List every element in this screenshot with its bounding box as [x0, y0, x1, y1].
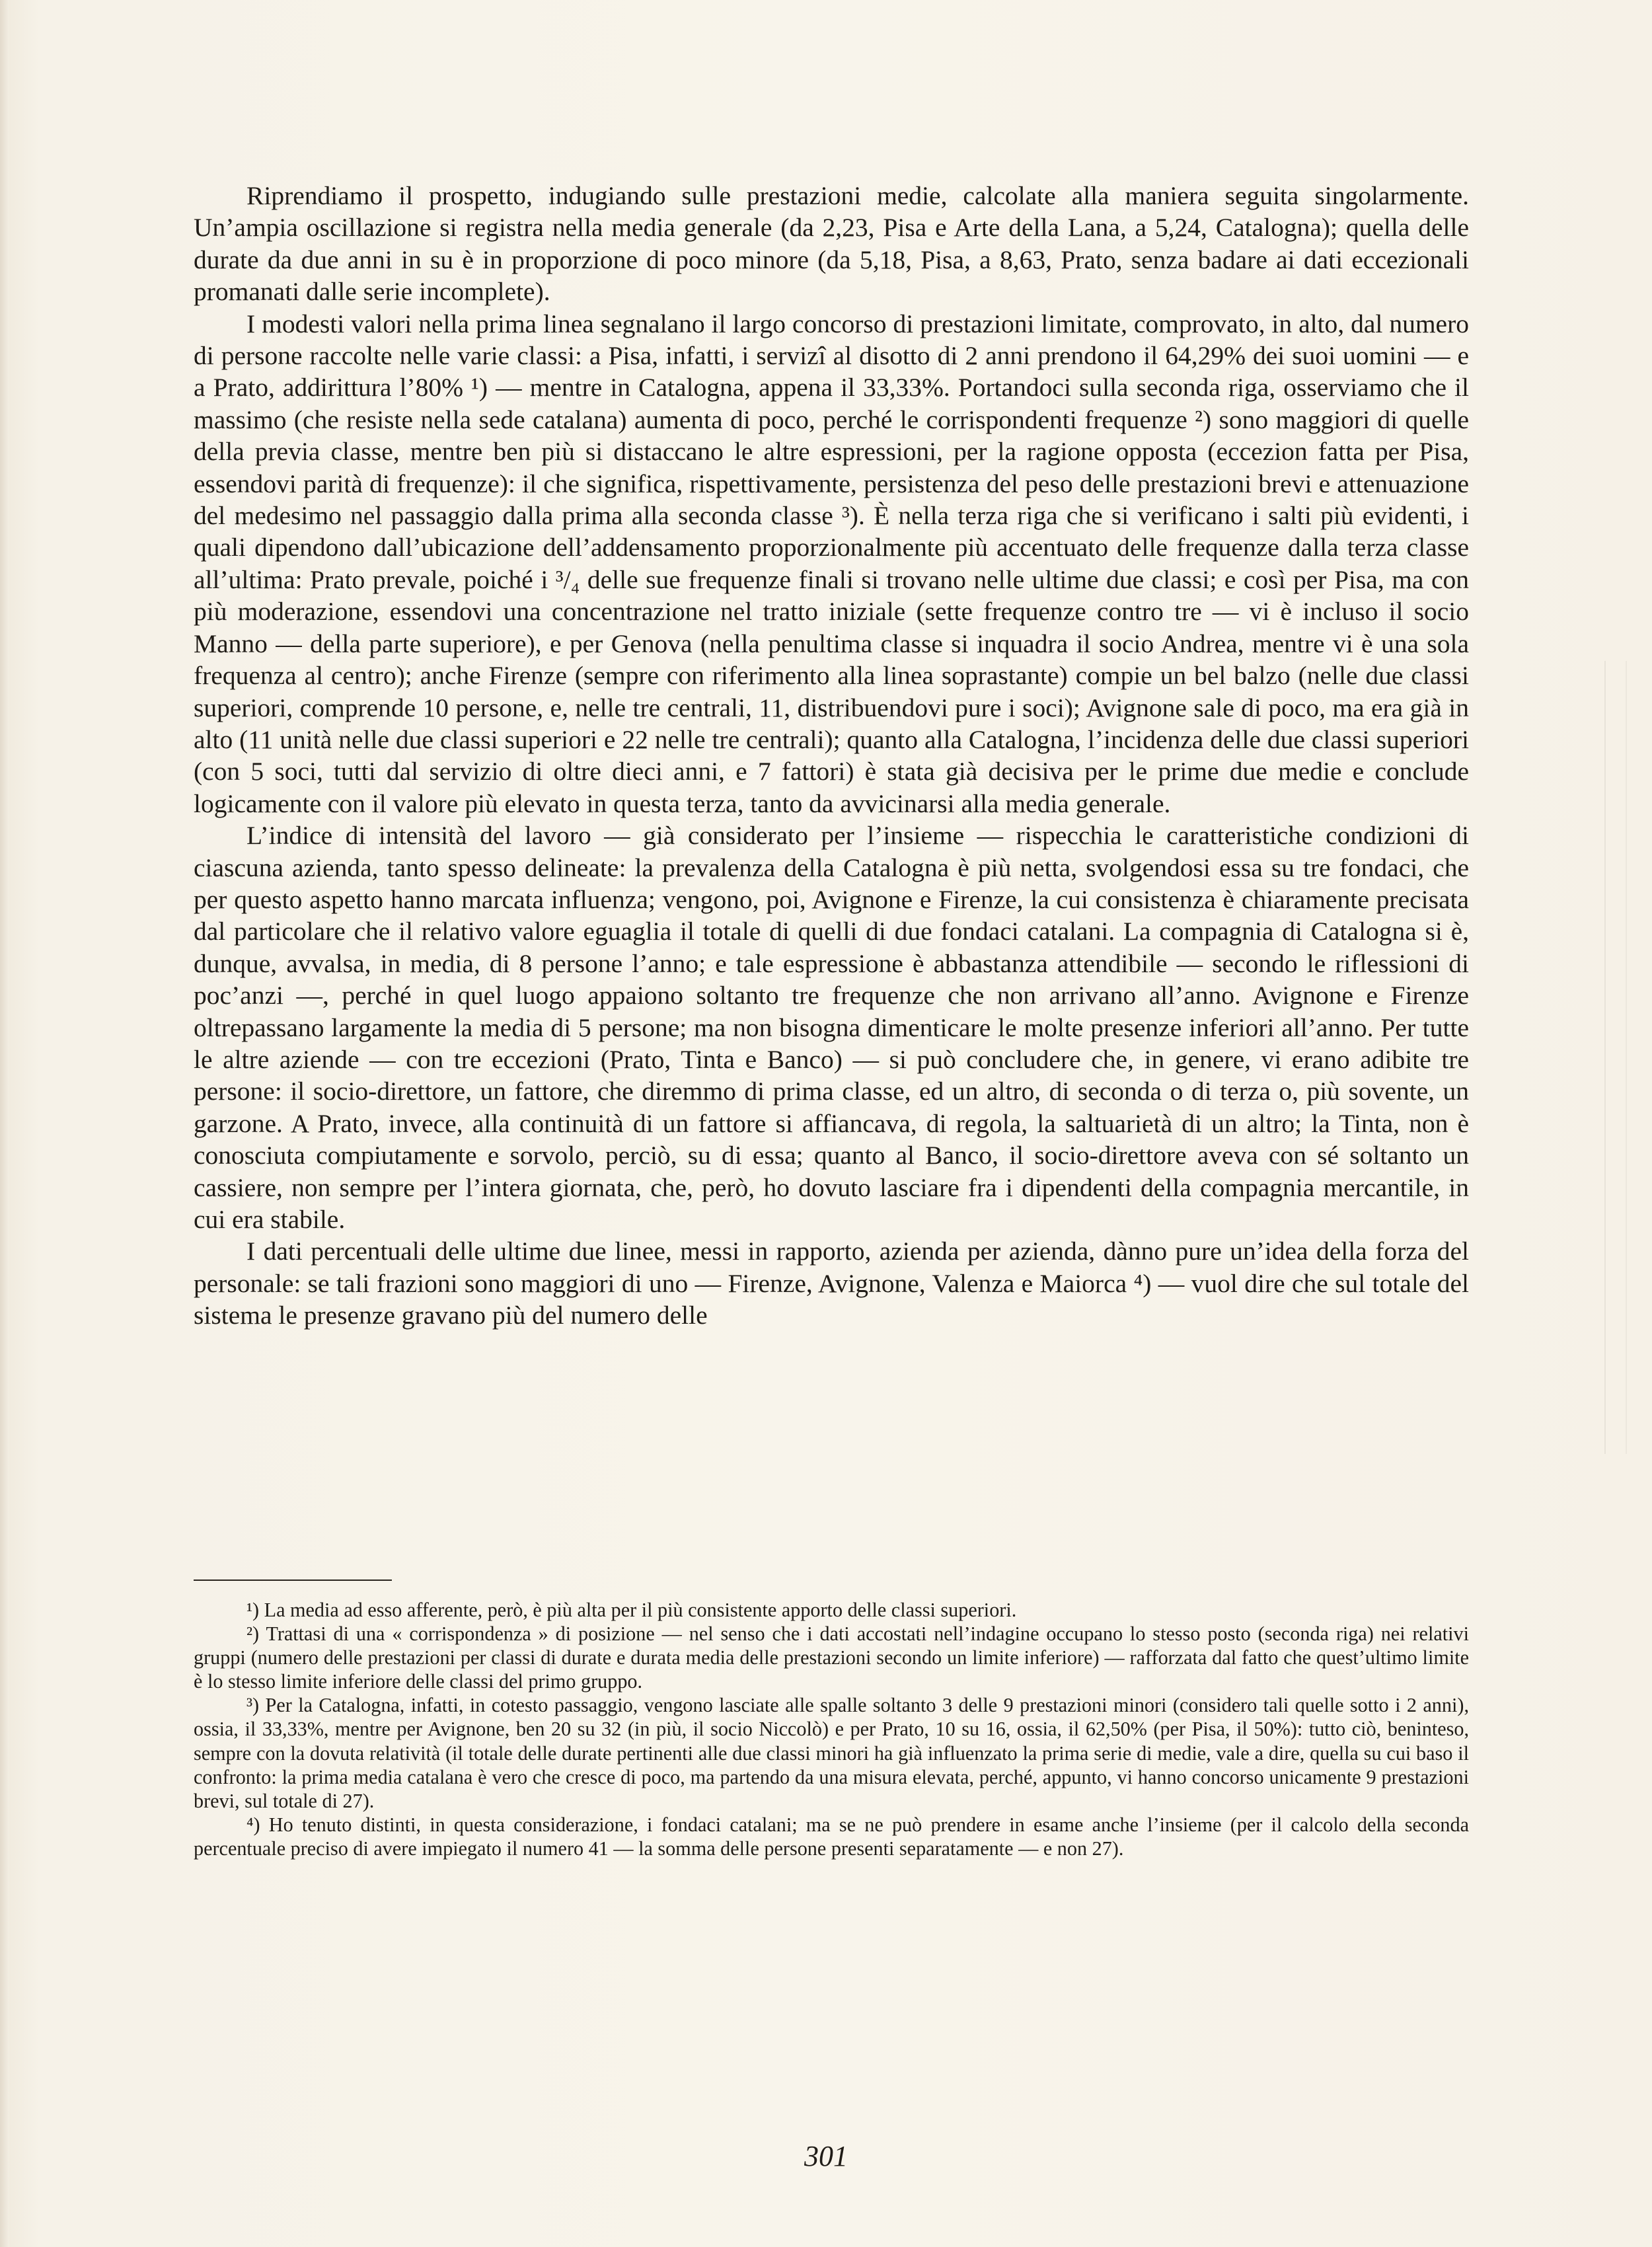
- footnotes: [194, 1598, 1469, 1860]
- main-text: [194, 180, 1469, 1332]
- paragraph: Riprendiamo il prospetto, indugiando sulle prestazioni medie, calcolate alla maniera seguita singolarmente. Un’ampia oscillazione si registra nella media generale (da 2,23, Pisa e Arte della Lana, a 5,24, Catalogna); quella delle durate da due anni in su è in proporzione di poco minore (da 5,18, Pisa, a 8,63, Prato, senza badare ai dati eccezionali promanati dalle serie incomplete).: [194, 181, 1469, 307]
- paragraph: I dati percentuali delle ultime due linee, messi in rapporto, azienda per azienda, dànno pure un’idea della forza del personale: se tali frazioni sono maggiori di uno — Firenze, Avignone, Valenza e Maiorca ⁴) — vuol dire che sul totale del sistema le presenze gravano più del numero delle: [194, 1237, 1469, 1330]
- page-fold-edge: [0, 0, 9, 2247]
- show-through-bleed: [1604, 661, 1627, 1454]
- footnote: ¹) La media ad esso afferente, però, è più alta per il più consistente apporto delle classi superiori.: [246, 1599, 1017, 1621]
- paragraph: L’indice di intensità del lavoro — già considerato per l’insieme — rispecchia le caratteristiche condizioni di ciascuna azienda, tanto spesso delineate: la prevalenza della Catalogna è più netta, svolgendosi essa su tre fondaci, che per questo aspetto hanno marcata influenza; vengono, poi, Avignone e Firenze, la cui consistenza è chiaramente precisata dal particolare che il relativo valore eguaglia il totale di quelli di due fondaci catalani. La compagnia di Catalogna si è, dunque, avvalsa, in media, di 8 persone l’anno; e tale espressione è abbastanza attendibile — secondo le riflessioni di poc’anzi —, perché in quel luogo appaiono soltanto tre frequenze che non arrivano all’anno. Avignone e Firenze oltrepassano largamente la media di 5 persone; ma non bisogna dimenticare le molte presenze inferiori all’anno. Per tutte le altre aziende — con tre eccezioni (Prato, Tinta e Banco) — si può concludere che, in genere, vi erano adibite tre persone: il socio-direttore, un fattore, che diremmo di prima classe, ed un altro, di seconda o di terza o, più sovente, un garzone. A Prato, invece, alla continuità di un fattore si affiancava, di regola, la saltuarietà di un altro; la Tinta, non è conosciuta compiutamente e sorvolo, perciò, su di essa; quanto al Banco, il socio-direttore aveva con sé soltanto un cassiere, non sempre per l’intera giornata, che, però, ho dovuto lasciare fra i dipendenti della compagnia mercantile, in cui era stabile.: [194, 821, 1469, 1234]
- footnote: ²) Trattasi di una « corrispondenza » di posizione — nel senso che i dati accostati nell’indagine occupano lo stesso posto (seconda riga) nei relativi gruppi (numero delle prestazioni per classi di durate e durata media delle prestazioni secondo un limite inferiore) — rafforzata dal fatto che quest’ultimo limite è lo stesso limite inferiore delle classi del primo gruppo.: [194, 1622, 1469, 1693]
- page-number: 301: [804, 2140, 848, 2172]
- footnote-separator: [194, 1580, 392, 1581]
- footnote: ³) Per la Catalogna, infatti, in cotesto passaggio, vengono lasciate alle spalle soltanto 3 delle 9 prestazioni minori (considero tali quelle sotto i 2 anni), ossia, il 33,33%, mentre per Avignone, ben 20 su 32 (in più, il socio Niccolò) e per Prato, 10 su 16, ossia, il 62,50% (per Pisa, il 50%): tutto ciò, beninteso, sempre con la dovuta relatività (il totale delle durate pertinenti alle due classi minori ha già influenzato la prima serie di medie, vale a dire, quella su cui baso il confronto: la prima media catalana è vero che cresce di poco, ma partendo da una misura elevata, perché, appunto, vi hanno concorso unicamente 9 prestazioni brevi, sul totale di 27).: [194, 1694, 1469, 1812]
- footnote: ⁴) Ho tenuto distinti, in questa considerazione, i fondaci catalani; ma se ne può prendere in esame anche l’insieme (per il calcolo della seconda percentuale preciso di avere impiegato il numero 41 — la somma delle persone presenti separatamente — e non 27).: [194, 1813, 1469, 1860]
- paragraph: I modesti valori nella prima linea segnalano il largo concorso di prestazioni limitate, comprovato, in alto, dal numero di persone raccolte nelle varie classi: a Pisa, infatti, i servizî al disotto di 2 anni prendono il 64,29% dei suoi uomini — e a Prato, addirittura l’80% ¹) — mentre in Catalogna, appena il 33,33%. Portandoci sulla seconda riga, osserviamo che il massimo (che resiste nella sede catalana) aumenta di poco, perché le corrispondenti frequenze ²) sono maggiori di quelle della previa classe, mentre ben più si distaccano le altre espressioni, per la ragione opposta (eccezion fatta per Pisa, essendovi parità di frequenze): il che significa, rispettivamente, persistenza del peso delle prestazioni brevi e attenuazione del medesimo nel passaggio dalla prima alla seconda classe ³). È nella terza riga che si verificano i salti più evidenti, i quali dipendono dall’ubicazione dell’addensamento proporzionalmente più accentuato delle frequenze dalla terza classe all’ultima: Prato prevale, poiché i ³/₄ delle sue frequenze finali si trovano nelle ultime due classi; e così per Pisa, ma con più moderazione, essendovi una concentrazione nel tratto iniziale (sette frequenze contro tre — vi è incluso il socio Manno — della parte superiore), e per Genova (nella penultima classe si inquadra il socio Andrea, mentre vi è una sola frequenza al centro); anche Firenze (sempre con riferimento alla linea soprastante) compie un bel balzo (nelle due classi superiori, comprende 10 persone, e, nelle tre centrali, 11, distribuendovi pure i soci); Avignone sale di poco, ma era già in alto (11 unità nelle due classi superiori e 22 nelle tre centrali); quanto alla Catalogna, l’incidenza delle due classi superiori (con 5 soci, tutti dal servizio di oltre dieci anni, e 7 fattori) è stata già decisiva per le prime due medie e conclude logicamente con il valore più elevato in questa terza, tanto da avvicinarsi alla media generale.: [194, 309, 1469, 818]
